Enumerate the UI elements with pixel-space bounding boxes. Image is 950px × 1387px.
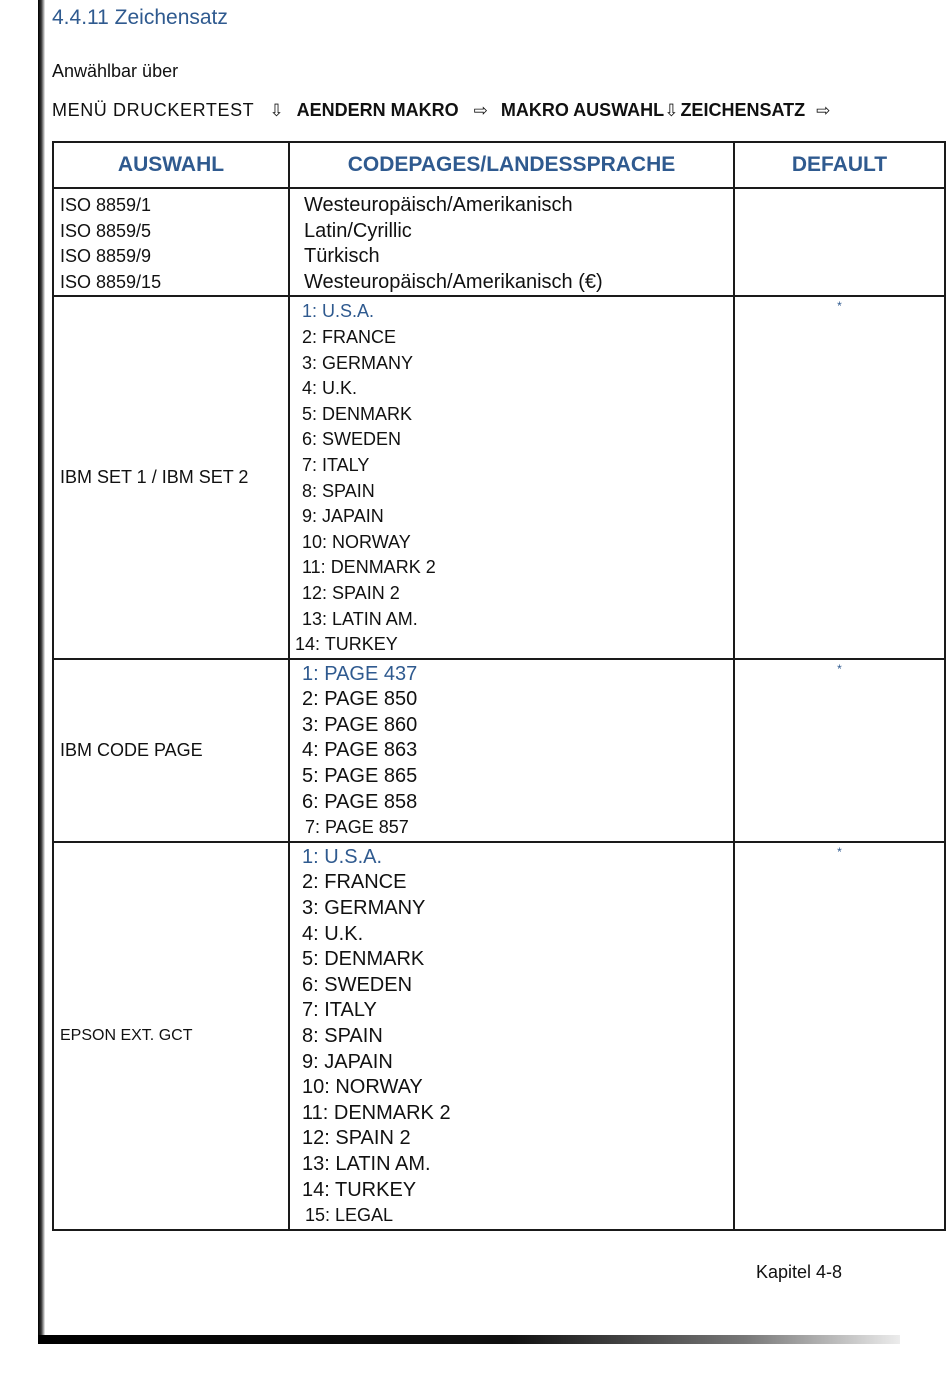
ibm-set-selection: IBM SET 1 / IBM SET 2 bbox=[53, 296, 289, 658]
codepage-item: 15: LEGAL bbox=[305, 1205, 394, 1226]
iso-selection-cell bbox=[53, 188, 289, 296]
ibm-codepage-cell bbox=[289, 659, 734, 842]
table-row-ibm-codepage bbox=[53, 659, 945, 842]
codepage-item: 4: PAGE 863 bbox=[302, 739, 418, 762]
ibm-set-default-marker: * bbox=[734, 296, 945, 658]
table-header-row bbox=[53, 142, 945, 188]
codepage-item: 10: NORWAY bbox=[302, 1076, 423, 1099]
codepage-item: 5: DENMARK bbox=[302, 948, 425, 971]
codepage-item: 2: PAGE 850 bbox=[302, 688, 418, 711]
iso-selection: ISO 8859/1 bbox=[60, 195, 152, 215]
arrow-down-icon: ⇩ bbox=[269, 101, 284, 120]
arrow-down-icon: ⇩ bbox=[664, 101, 679, 120]
codepage-item: 9: JAPAIN bbox=[302, 506, 384, 527]
table-row-ibm-set bbox=[53, 296, 945, 658]
codepage-item: Latin/Cyrillic bbox=[304, 219, 412, 242]
codepage-item: 2: FRANCE bbox=[302, 871, 407, 894]
codepage-item: 7: PAGE 857 bbox=[305, 817, 409, 838]
menu-path-item-zeichensatz: ZEICHENSATZ bbox=[680, 100, 806, 120]
page-footer: Kapitel 4-8 bbox=[756, 1262, 843, 1282]
codepage-item: 1: U.S.A. bbox=[302, 845, 383, 868]
codepage-item: 1: U.S.A. bbox=[302, 301, 375, 322]
codepage-item: 8: SPAIN bbox=[302, 1025, 383, 1047]
codepage-item: 9: JAPAIN bbox=[302, 1050, 393, 1073]
menu-path-item-makro-auswahl: MAKRO AUSWAHL bbox=[500, 100, 665, 120]
header-codepages: CODEPAGES/LANDESSPRACHE bbox=[289, 142, 734, 188]
codepage-item: 10: NORWAY bbox=[302, 531, 411, 552]
codepage-item: 2: FRANCE bbox=[302, 326, 397, 347]
epson-default-marker: * bbox=[734, 842, 945, 1230]
codepage-item: Westeuropäisch/Amerikanisch bbox=[304, 194, 573, 216]
codepage-item: 1: PAGE 437 bbox=[302, 662, 418, 685]
header-auswahl: AUSWAHL bbox=[53, 142, 289, 188]
codepage-item: 14: TURKEY bbox=[295, 634, 398, 655]
iso-default-cell bbox=[734, 188, 945, 296]
section-heading: 4.4.11 Zeichensatz bbox=[52, 6, 228, 29]
menu-path bbox=[52, 100, 830, 121]
iso-selection: ISO 8859/15 bbox=[60, 271, 162, 292]
charset-table bbox=[52, 141, 946, 1231]
codepage-item: 12: SPAIN 2 bbox=[302, 582, 400, 603]
codepage-item: 13: LATIN AM. bbox=[302, 608, 418, 629]
codepage-item: 3: GERMANY bbox=[302, 352, 414, 373]
codepage-item: 6: SWEDEN bbox=[302, 973, 413, 996]
codepage-item: Westeuropäisch/Amerikanisch (€) bbox=[304, 270, 603, 293]
menu-path-item-aendern-makro: AENDERN MAKRO bbox=[296, 100, 459, 120]
codepage-item: 5: PAGE 865 bbox=[302, 765, 418, 788]
codepage-item: 5: DENMARK bbox=[302, 403, 413, 424]
codepage-item: 6: SWEDEN bbox=[302, 429, 402, 450]
codepage-item: 14: TURKEY bbox=[302, 1178, 417, 1201]
iso-selection: ISO 8859/9 bbox=[60, 246, 152, 267]
arrow-right-icon: ⇨ bbox=[816, 101, 831, 120]
left-page-border bbox=[38, 0, 45, 1344]
arrow-right-icon: ⇨ bbox=[473, 101, 488, 120]
codepage-item: 7: ITALY bbox=[302, 999, 377, 1022]
ibm-codepage-default-marker: * bbox=[734, 659, 945, 842]
codepage-item: 3: GERMANY bbox=[302, 897, 426, 920]
epson-selection: EPSON EXT. GCT bbox=[53, 842, 289, 1230]
ibm-codepage-selection: IBM CODE PAGE bbox=[53, 659, 289, 842]
codepage-item: 4: U.K. bbox=[302, 922, 364, 945]
header-default: DEFAULT bbox=[734, 142, 945, 188]
table-row-epson bbox=[53, 842, 945, 1230]
table-row-iso bbox=[53, 188, 945, 296]
codepage-item: 7: ITALY bbox=[302, 454, 370, 475]
epson-codepage-cell bbox=[289, 842, 734, 1230]
codepage-item: 13: LATIN AM. bbox=[302, 1152, 431, 1175]
menu-path-item-druckertest: MENÜ DRUCKERTEST bbox=[52, 100, 255, 120]
codepage-item: 11: DENMARK 2 bbox=[302, 1101, 451, 1124]
ibm-set-codepage-cell bbox=[289, 296, 734, 658]
codepage-item: 8: SPAIN bbox=[302, 480, 375, 501]
codepage-item: 6: PAGE 858 bbox=[302, 790, 418, 813]
codepage-item: Türkisch bbox=[304, 245, 380, 268]
codepage-item: 11: DENMARK 2 bbox=[302, 557, 436, 578]
codepage-item: 4: U.K. bbox=[302, 378, 358, 399]
iso-codepage-cell bbox=[289, 188, 734, 296]
intro-text: Anwählbar über bbox=[52, 61, 179, 81]
codepage-item: 12: SPAIN 2 bbox=[302, 1127, 411, 1150]
iso-selection: ISO 8859/5 bbox=[60, 220, 152, 241]
codepage-item: 3: PAGE 860 bbox=[302, 713, 418, 736]
bottom-page-border bbox=[38, 1335, 900, 1344]
